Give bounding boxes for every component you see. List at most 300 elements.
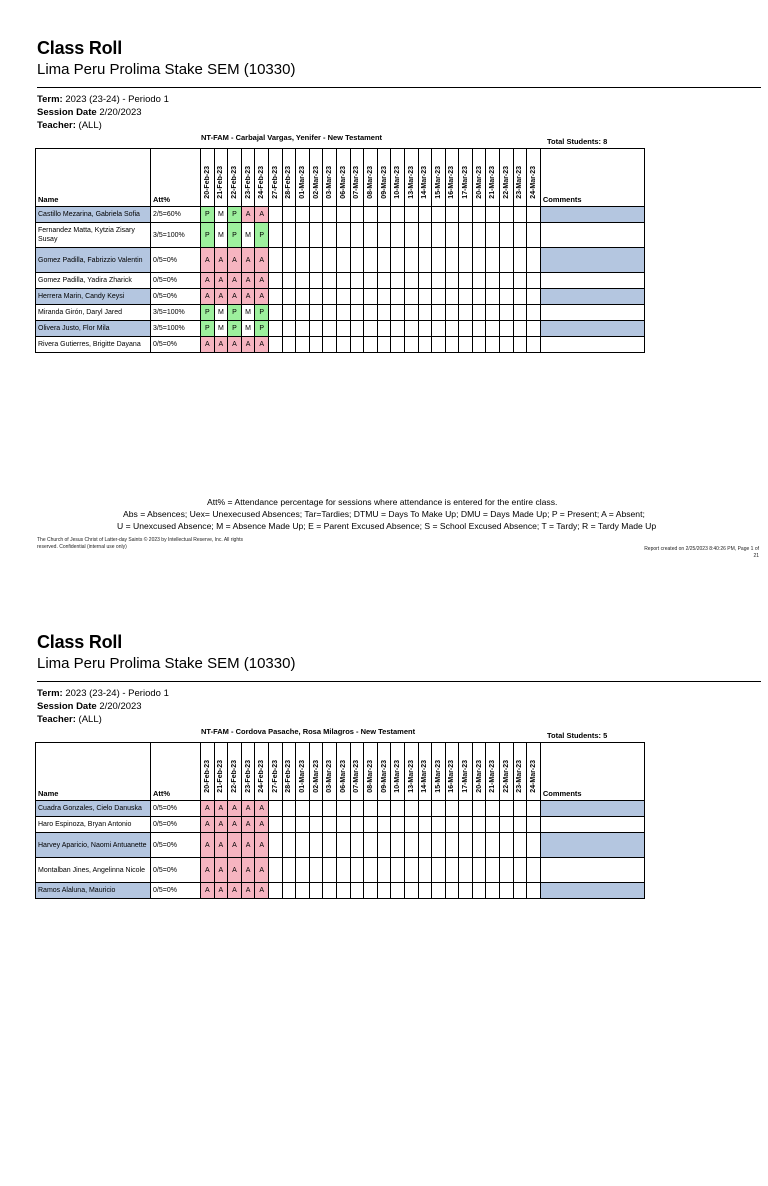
- attendance-cell[interactable]: [445, 273, 459, 289]
- comments-cell[interactable]: [540, 337, 644, 353]
- attendance-cell[interactable]: [391, 833, 405, 858]
- attendance-cell[interactable]: [336, 289, 350, 305]
- attendance-cell[interactable]: [309, 337, 323, 353]
- attendance-cell[interactable]: [282, 207, 296, 223]
- attendance-cell[interactable]: [391, 207, 405, 223]
- attendance-cell[interactable]: A: [255, 337, 269, 353]
- attendance-cell[interactable]: [377, 883, 391, 899]
- attendance-cell[interactable]: [500, 207, 514, 223]
- attendance-cell[interactable]: [336, 321, 350, 337]
- attendance-cell[interactable]: [296, 801, 310, 817]
- attendance-cell[interactable]: [282, 305, 296, 321]
- attendance-cell[interactable]: [432, 833, 446, 858]
- attendance-cell[interactable]: A: [214, 273, 228, 289]
- attendance-cell[interactable]: [282, 858, 296, 883]
- attendance-cell[interactable]: A: [241, 248, 255, 273]
- attendance-cell[interactable]: [418, 273, 432, 289]
- attendance-cell[interactable]: M: [214, 223, 228, 248]
- attendance-cell[interactable]: [296, 858, 310, 883]
- attendance-cell[interactable]: [404, 833, 418, 858]
- attendance-cell[interactable]: [432, 858, 446, 883]
- attendance-cell[interactable]: [391, 273, 405, 289]
- attendance-cell[interactable]: A: [214, 817, 228, 833]
- attendance-cell[interactable]: [404, 817, 418, 833]
- attendance-cell[interactable]: [527, 223, 541, 248]
- attendance-cell[interactable]: [500, 289, 514, 305]
- attendance-cell[interactable]: [336, 817, 350, 833]
- attendance-cell[interactable]: [309, 883, 323, 899]
- attendance-cell[interactable]: [268, 321, 282, 337]
- comments-cell[interactable]: [540, 817, 644, 833]
- attendance-cell[interactable]: [432, 248, 446, 273]
- attendance-cell[interactable]: P: [201, 223, 215, 248]
- comments-cell[interactable]: [540, 289, 644, 305]
- attendance-cell[interactable]: [309, 223, 323, 248]
- attendance-cell[interactable]: A: [201, 801, 215, 817]
- attendance-cell[interactable]: A: [228, 248, 242, 273]
- attendance-cell[interactable]: [459, 248, 473, 273]
- attendance-cell[interactable]: [472, 833, 486, 858]
- attendance-cell[interactable]: P: [201, 305, 215, 321]
- attendance-cell[interactable]: [336, 273, 350, 289]
- attendance-cell[interactable]: [323, 207, 337, 223]
- attendance-cell[interactable]: [486, 289, 500, 305]
- attendance-cell[interactable]: [445, 248, 459, 273]
- attendance-cell[interactable]: [445, 289, 459, 305]
- attendance-cell[interactable]: A: [228, 289, 242, 305]
- attendance-cell[interactable]: [350, 273, 364, 289]
- attendance-cell[interactable]: A: [214, 248, 228, 273]
- attendance-cell[interactable]: [418, 248, 432, 273]
- attendance-cell[interactable]: [282, 321, 296, 337]
- attendance-cell[interactable]: [296, 289, 310, 305]
- attendance-cell[interactable]: [472, 289, 486, 305]
- attendance-cell[interactable]: A: [255, 248, 269, 273]
- attendance-cell[interactable]: [445, 833, 459, 858]
- attendance-cell[interactable]: [309, 305, 323, 321]
- attendance-cell[interactable]: [500, 223, 514, 248]
- attendance-cell[interactable]: A: [214, 858, 228, 883]
- attendance-cell[interactable]: [282, 801, 296, 817]
- attendance-cell[interactable]: [309, 321, 323, 337]
- attendance-cell[interactable]: [296, 248, 310, 273]
- attendance-cell[interactable]: [459, 833, 473, 858]
- attendance-cell[interactable]: [350, 833, 364, 858]
- attendance-cell[interactable]: A: [201, 817, 215, 833]
- comments-cell[interactable]: [540, 223, 644, 248]
- attendance-cell[interactable]: [364, 248, 378, 273]
- attendance-cell[interactable]: [404, 305, 418, 321]
- attendance-cell[interactable]: [500, 858, 514, 883]
- attendance-cell[interactable]: [268, 305, 282, 321]
- attendance-cell[interactable]: [472, 883, 486, 899]
- attendance-cell[interactable]: [418, 883, 432, 899]
- attendance-cell[interactable]: [377, 817, 391, 833]
- comments-cell[interactable]: [540, 305, 644, 321]
- attendance-cell[interactable]: [268, 833, 282, 858]
- attendance-cell[interactable]: [513, 801, 527, 817]
- attendance-cell[interactable]: [472, 858, 486, 883]
- attendance-cell[interactable]: [391, 337, 405, 353]
- attendance-cell[interactable]: [486, 223, 500, 248]
- attendance-cell[interactable]: [336, 305, 350, 321]
- attendance-cell[interactable]: [364, 305, 378, 321]
- attendance-cell[interactable]: [377, 273, 391, 289]
- attendance-cell[interactable]: [432, 817, 446, 833]
- attendance-cell[interactable]: [336, 207, 350, 223]
- attendance-cell[interactable]: [323, 321, 337, 337]
- attendance-cell[interactable]: [268, 289, 282, 305]
- attendance-cell[interactable]: [323, 858, 337, 883]
- attendance-cell[interactable]: [377, 337, 391, 353]
- attendance-cell[interactable]: [296, 817, 310, 833]
- attendance-cell[interactable]: [500, 305, 514, 321]
- attendance-cell[interactable]: M: [241, 223, 255, 248]
- attendance-cell[interactable]: [459, 858, 473, 883]
- attendance-cell[interactable]: A: [228, 833, 242, 858]
- attendance-cell[interactable]: M: [214, 207, 228, 223]
- comments-cell[interactable]: [540, 321, 644, 337]
- attendance-cell[interactable]: A: [214, 289, 228, 305]
- attendance-cell[interactable]: A: [255, 817, 269, 833]
- attendance-cell[interactable]: [459, 207, 473, 223]
- attendance-cell[interactable]: [486, 248, 500, 273]
- attendance-cell[interactable]: [404, 883, 418, 899]
- attendance-cell[interactable]: [350, 207, 364, 223]
- attendance-cell[interactable]: [459, 289, 473, 305]
- attendance-cell[interactable]: [364, 337, 378, 353]
- attendance-cell[interactable]: [323, 883, 337, 899]
- attendance-cell[interactable]: [377, 223, 391, 248]
- attendance-cell[interactable]: [459, 817, 473, 833]
- attendance-cell[interactable]: [418, 289, 432, 305]
- attendance-cell[interactable]: [323, 223, 337, 248]
- attendance-cell[interactable]: [268, 207, 282, 223]
- attendance-cell[interactable]: [418, 858, 432, 883]
- attendance-cell[interactable]: [472, 223, 486, 248]
- attendance-cell[interactable]: [472, 207, 486, 223]
- attendance-cell[interactable]: [350, 801, 364, 817]
- attendance-cell[interactable]: [336, 223, 350, 248]
- attendance-cell[interactable]: M: [241, 305, 255, 321]
- attendance-cell[interactable]: A: [241, 817, 255, 833]
- attendance-cell[interactable]: P: [255, 321, 269, 337]
- attendance-cell[interactable]: [296, 833, 310, 858]
- attendance-cell[interactable]: [459, 305, 473, 321]
- attendance-cell[interactable]: [432, 337, 446, 353]
- attendance-cell[interactable]: [391, 858, 405, 883]
- attendance-cell[interactable]: A: [214, 883, 228, 899]
- attendance-cell[interactable]: [513, 321, 527, 337]
- attendance-cell[interactable]: [445, 321, 459, 337]
- attendance-cell[interactable]: [282, 273, 296, 289]
- attendance-cell[interactable]: [404, 248, 418, 273]
- attendance-cell[interactable]: [459, 801, 473, 817]
- attendance-cell[interactable]: [377, 858, 391, 883]
- comments-cell[interactable]: [540, 858, 644, 883]
- attendance-cell[interactable]: [296, 337, 310, 353]
- attendance-cell[interactable]: [472, 321, 486, 337]
- attendance-cell[interactable]: A: [214, 833, 228, 858]
- attendance-cell[interactable]: [418, 207, 432, 223]
- attendance-cell[interactable]: [527, 337, 541, 353]
- attendance-cell[interactable]: [296, 305, 310, 321]
- attendance-cell[interactable]: [404, 801, 418, 817]
- attendance-cell[interactable]: [391, 883, 405, 899]
- attendance-cell[interactable]: [527, 321, 541, 337]
- attendance-cell[interactable]: [432, 883, 446, 899]
- attendance-cell[interactable]: [418, 833, 432, 858]
- attendance-cell[interactable]: [445, 305, 459, 321]
- attendance-cell[interactable]: [404, 289, 418, 305]
- attendance-cell[interactable]: [377, 801, 391, 817]
- attendance-cell[interactable]: [268, 248, 282, 273]
- attendance-cell[interactable]: [377, 833, 391, 858]
- attendance-cell[interactable]: [486, 337, 500, 353]
- attendance-cell[interactable]: [418, 223, 432, 248]
- attendance-cell[interactable]: [432, 801, 446, 817]
- attendance-cell[interactable]: P: [201, 207, 215, 223]
- attendance-cell[interactable]: [309, 273, 323, 289]
- attendance-cell[interactable]: [459, 223, 473, 248]
- attendance-cell[interactable]: [472, 248, 486, 273]
- attendance-cell[interactable]: [391, 248, 405, 273]
- attendance-cell[interactable]: [500, 883, 514, 899]
- attendance-cell[interactable]: [336, 801, 350, 817]
- attendance-cell[interactable]: [432, 207, 446, 223]
- attendance-cell[interactable]: P: [255, 223, 269, 248]
- attendance-cell[interactable]: [323, 289, 337, 305]
- attendance-cell[interactable]: [296, 223, 310, 248]
- attendance-cell[interactable]: [296, 273, 310, 289]
- attendance-cell[interactable]: [268, 273, 282, 289]
- attendance-cell[interactable]: [364, 817, 378, 833]
- attendance-cell[interactable]: [282, 337, 296, 353]
- attendance-cell[interactable]: [527, 817, 541, 833]
- attendance-cell[interactable]: A: [201, 248, 215, 273]
- attendance-cell[interactable]: [268, 817, 282, 833]
- attendance-cell[interactable]: [500, 248, 514, 273]
- attendance-cell[interactable]: A: [201, 883, 215, 899]
- attendance-cell[interactable]: A: [255, 289, 269, 305]
- attendance-cell[interactable]: [527, 801, 541, 817]
- attendance-cell[interactable]: A: [228, 273, 242, 289]
- attendance-cell[interactable]: [364, 321, 378, 337]
- attendance-cell[interactable]: [391, 223, 405, 248]
- comments-cell[interactable]: [540, 883, 644, 899]
- attendance-cell[interactable]: A: [214, 801, 228, 817]
- attendance-cell[interactable]: [364, 883, 378, 899]
- attendance-cell[interactable]: P: [228, 207, 242, 223]
- attendance-cell[interactable]: [336, 337, 350, 353]
- attendance-cell[interactable]: [445, 883, 459, 899]
- attendance-cell[interactable]: A: [214, 337, 228, 353]
- attendance-cell[interactable]: [404, 223, 418, 248]
- attendance-cell[interactable]: [472, 305, 486, 321]
- comments-cell[interactable]: [540, 833, 644, 858]
- attendance-cell[interactable]: A: [255, 801, 269, 817]
- attendance-cell[interactable]: [486, 883, 500, 899]
- attendance-cell[interactable]: [432, 321, 446, 337]
- attendance-cell[interactable]: [377, 289, 391, 305]
- attendance-cell[interactable]: M: [214, 321, 228, 337]
- attendance-cell[interactable]: [527, 883, 541, 899]
- attendance-cell[interactable]: [350, 337, 364, 353]
- attendance-cell[interactable]: [377, 248, 391, 273]
- attendance-cell[interactable]: [309, 817, 323, 833]
- attendance-cell[interactable]: [377, 207, 391, 223]
- attendance-cell[interactable]: A: [241, 833, 255, 858]
- attendance-cell[interactable]: [364, 207, 378, 223]
- attendance-cell[interactable]: P: [201, 321, 215, 337]
- attendance-cell[interactable]: [323, 801, 337, 817]
- attendance-cell[interactable]: [513, 817, 527, 833]
- attendance-cell[interactable]: [391, 817, 405, 833]
- attendance-cell[interactable]: A: [241, 289, 255, 305]
- attendance-cell[interactable]: [459, 337, 473, 353]
- attendance-cell[interactable]: [268, 858, 282, 883]
- attendance-cell[interactable]: A: [201, 337, 215, 353]
- attendance-cell[interactable]: [432, 305, 446, 321]
- attendance-cell[interactable]: [391, 305, 405, 321]
- attendance-cell[interactable]: [350, 305, 364, 321]
- attendance-cell[interactable]: P: [228, 223, 242, 248]
- attendance-cell[interactable]: [486, 207, 500, 223]
- attendance-cell[interactable]: [309, 833, 323, 858]
- attendance-cell[interactable]: [309, 801, 323, 817]
- attendance-cell[interactable]: [500, 833, 514, 858]
- attendance-cell[interactable]: [350, 883, 364, 899]
- attendance-cell[interactable]: A: [255, 273, 269, 289]
- attendance-cell[interactable]: [350, 248, 364, 273]
- attendance-cell[interactable]: [404, 207, 418, 223]
- attendance-cell[interactable]: [282, 883, 296, 899]
- attendance-cell[interactable]: A: [241, 337, 255, 353]
- attendance-cell[interactable]: [377, 305, 391, 321]
- attendance-cell[interactable]: [500, 337, 514, 353]
- attendance-cell[interactable]: [323, 248, 337, 273]
- attendance-cell[interactable]: [432, 223, 446, 248]
- attendance-cell[interactable]: [391, 321, 405, 337]
- attendance-cell[interactable]: [527, 248, 541, 273]
- attendance-cell[interactable]: A: [255, 858, 269, 883]
- attendance-cell[interactable]: [391, 289, 405, 305]
- attendance-cell[interactable]: [500, 321, 514, 337]
- attendance-cell[interactable]: [309, 207, 323, 223]
- attendance-cell[interactable]: [323, 273, 337, 289]
- attendance-cell[interactable]: [432, 289, 446, 305]
- attendance-cell[interactable]: [513, 883, 527, 899]
- attendance-cell[interactable]: [486, 801, 500, 817]
- attendance-cell[interactable]: [500, 817, 514, 833]
- attendance-cell[interactable]: [418, 305, 432, 321]
- attendance-cell[interactable]: P: [255, 305, 269, 321]
- attendance-cell[interactable]: A: [241, 801, 255, 817]
- attendance-cell[interactable]: A: [228, 817, 242, 833]
- attendance-cell[interactable]: [432, 273, 446, 289]
- attendance-cell[interactable]: [336, 858, 350, 883]
- attendance-cell[interactable]: [459, 273, 473, 289]
- attendance-cell[interactable]: [323, 833, 337, 858]
- comments-cell[interactable]: [540, 248, 644, 273]
- attendance-cell[interactable]: [445, 817, 459, 833]
- attendance-cell[interactable]: P: [228, 305, 242, 321]
- attendance-cell[interactable]: [459, 321, 473, 337]
- attendance-cell[interactable]: [486, 833, 500, 858]
- attendance-cell[interactable]: [445, 223, 459, 248]
- attendance-cell[interactable]: [309, 248, 323, 273]
- attendance-cell[interactable]: [445, 801, 459, 817]
- attendance-cell[interactable]: [513, 337, 527, 353]
- attendance-cell[interactable]: A: [241, 273, 255, 289]
- attendance-cell[interactable]: [336, 248, 350, 273]
- attendance-cell[interactable]: [527, 273, 541, 289]
- attendance-cell[interactable]: [364, 273, 378, 289]
- attendance-cell[interactable]: A: [228, 337, 242, 353]
- attendance-cell[interactable]: [513, 248, 527, 273]
- attendance-cell[interactable]: A: [201, 833, 215, 858]
- comments-cell[interactable]: [540, 273, 644, 289]
- attendance-cell[interactable]: [513, 207, 527, 223]
- attendance-cell[interactable]: [296, 883, 310, 899]
- attendance-cell[interactable]: [527, 207, 541, 223]
- attendance-cell[interactable]: [404, 858, 418, 883]
- attendance-cell[interactable]: [527, 305, 541, 321]
- attendance-cell[interactable]: [472, 801, 486, 817]
- attendance-cell[interactable]: [459, 883, 473, 899]
- attendance-cell[interactable]: [282, 817, 296, 833]
- attendance-cell[interactable]: [527, 833, 541, 858]
- attendance-cell[interactable]: [282, 248, 296, 273]
- attendance-cell[interactable]: [364, 223, 378, 248]
- attendance-cell[interactable]: P: [228, 321, 242, 337]
- attendance-cell[interactable]: [350, 321, 364, 337]
- attendance-cell[interactable]: [268, 223, 282, 248]
- attendance-cell[interactable]: A: [228, 883, 242, 899]
- attendance-cell[interactable]: [486, 817, 500, 833]
- attendance-cell[interactable]: [418, 337, 432, 353]
- attendance-cell[interactable]: [282, 833, 296, 858]
- attendance-cell[interactable]: [472, 273, 486, 289]
- attendance-cell[interactable]: [282, 289, 296, 305]
- attendance-cell[interactable]: A: [241, 858, 255, 883]
- attendance-cell[interactable]: A: [228, 801, 242, 817]
- attendance-cell[interactable]: [486, 858, 500, 883]
- attendance-cell[interactable]: A: [241, 207, 255, 223]
- attendance-cell[interactable]: [404, 337, 418, 353]
- attendance-cell[interactable]: [268, 883, 282, 899]
- attendance-cell[interactable]: [500, 801, 514, 817]
- attendance-cell[interactable]: A: [255, 833, 269, 858]
- comments-cell[interactable]: [540, 801, 644, 817]
- attendance-cell[interactable]: [513, 273, 527, 289]
- attendance-cell[interactable]: A: [255, 207, 269, 223]
- attendance-cell[interactable]: [418, 817, 432, 833]
- attendance-cell[interactable]: A: [228, 858, 242, 883]
- attendance-cell[interactable]: [364, 289, 378, 305]
- attendance-cell[interactable]: [323, 817, 337, 833]
- attendance-cell[interactable]: [364, 833, 378, 858]
- attendance-cell[interactable]: [309, 289, 323, 305]
- attendance-cell[interactable]: [445, 207, 459, 223]
- attendance-cell[interactable]: [472, 817, 486, 833]
- attendance-cell[interactable]: [296, 321, 310, 337]
- attendance-cell[interactable]: [309, 858, 323, 883]
- attendance-cell[interactable]: [364, 801, 378, 817]
- attendance-cell[interactable]: [323, 337, 337, 353]
- attendance-cell[interactable]: [486, 273, 500, 289]
- attendance-cell[interactable]: [418, 321, 432, 337]
